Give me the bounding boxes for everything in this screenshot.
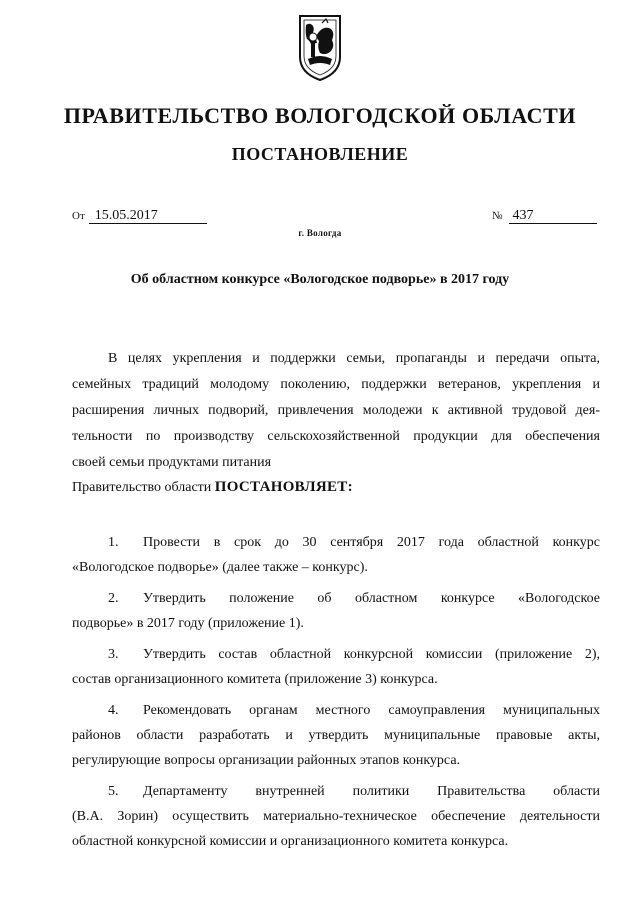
- item-text: областной конкурсной комиссии и организационного комитета конкурса.: [72, 834, 509, 849]
- preamble-line: тельности по производству сельскохозяйственной продукции для обеспечения: [72, 429, 600, 444]
- item-text: «Вологодское подворье» (далее также – конкурс).: [72, 560, 368, 575]
- preamble-line: семейных традиций молодому поколению, поддержки ветеранов, укрепления и: [72, 377, 600, 392]
- date-field: [72, 208, 207, 224]
- item-number: 5.: [108, 784, 119, 799]
- date-value: 15.05.2017: [89, 208, 207, 224]
- resolution-verb: ПОСТАНОВЛЯЕТ:: [214, 479, 353, 495]
- item-text: Рекомендовать органам местного самоуправления муниципальных: [143, 703, 600, 718]
- resolution-item: [72, 779, 600, 854]
- resolution-line: [72, 479, 353, 496]
- preamble-line: расширения личных подворий, привлечения молодежи к активной трудовой дея-: [72, 403, 600, 418]
- resolution-item: [72, 530, 600, 580]
- resolution-item: [72, 642, 600, 692]
- coat-of-arms-icon: [296, 13, 344, 83]
- item-text: Провести в срок до 30 сентября 2017 года областной конкурс: [143, 535, 600, 550]
- item-text: регулирующие вопросы организации районных этапов конкурса.: [72, 753, 461, 768]
- item-number: 3.: [108, 647, 119, 662]
- resolution-item: [72, 586, 600, 636]
- item-text: подворье» в 2017 году (приложение 1).: [72, 616, 304, 631]
- organization-name: ПРАВИТЕЛЬСТВО ВОЛОГОДСКОЙ ОБЛАСТИ: [63, 103, 577, 128]
- document-title: Об областном конкурсе «Вологодское подворье» в 2017 году: [130, 272, 510, 287]
- number-field: [492, 208, 597, 224]
- preamble: [72, 346, 600, 476]
- item-number: 2.: [108, 591, 119, 606]
- item-text: Утвердить положение об областном конкурсе «Вологодское: [143, 591, 600, 606]
- item-text: Департаменту внутренней политики Правительства области: [143, 784, 600, 799]
- document-type: ПОСТАНОВЛЕНИЕ: [231, 144, 409, 164]
- city-label: г. Вологда: [298, 228, 342, 238]
- item-text: (В.А. Зорин) осуществить материально-техническое обеспечение деятельности: [72, 809, 600, 824]
- number-value: 437: [509, 208, 597, 224]
- preamble-line: своей семьи продуктами питания: [72, 455, 272, 470]
- item-number: 4.: [108, 703, 119, 718]
- date-label: От: [72, 210, 85, 222]
- resolution-prefix: Правительство области: [72, 480, 212, 495]
- item-text: Утвердить состав областной конкурсной комиссии (приложение 2),: [143, 647, 600, 662]
- item-text: районов области разработать и утвердить муниципальные правовые акты,: [72, 728, 600, 743]
- item-number: 1.: [108, 535, 119, 550]
- number-label: №: [492, 210, 503, 222]
- item-text: состав организационного комитета (приложение 3) конкурса.: [72, 672, 438, 687]
- resolution-item: [72, 698, 600, 773]
- preamble-line: В целях укрепления и поддержки семьи, пропаганды и передачи опыта,: [108, 351, 600, 366]
- resolution-items: [72, 530, 600, 860]
